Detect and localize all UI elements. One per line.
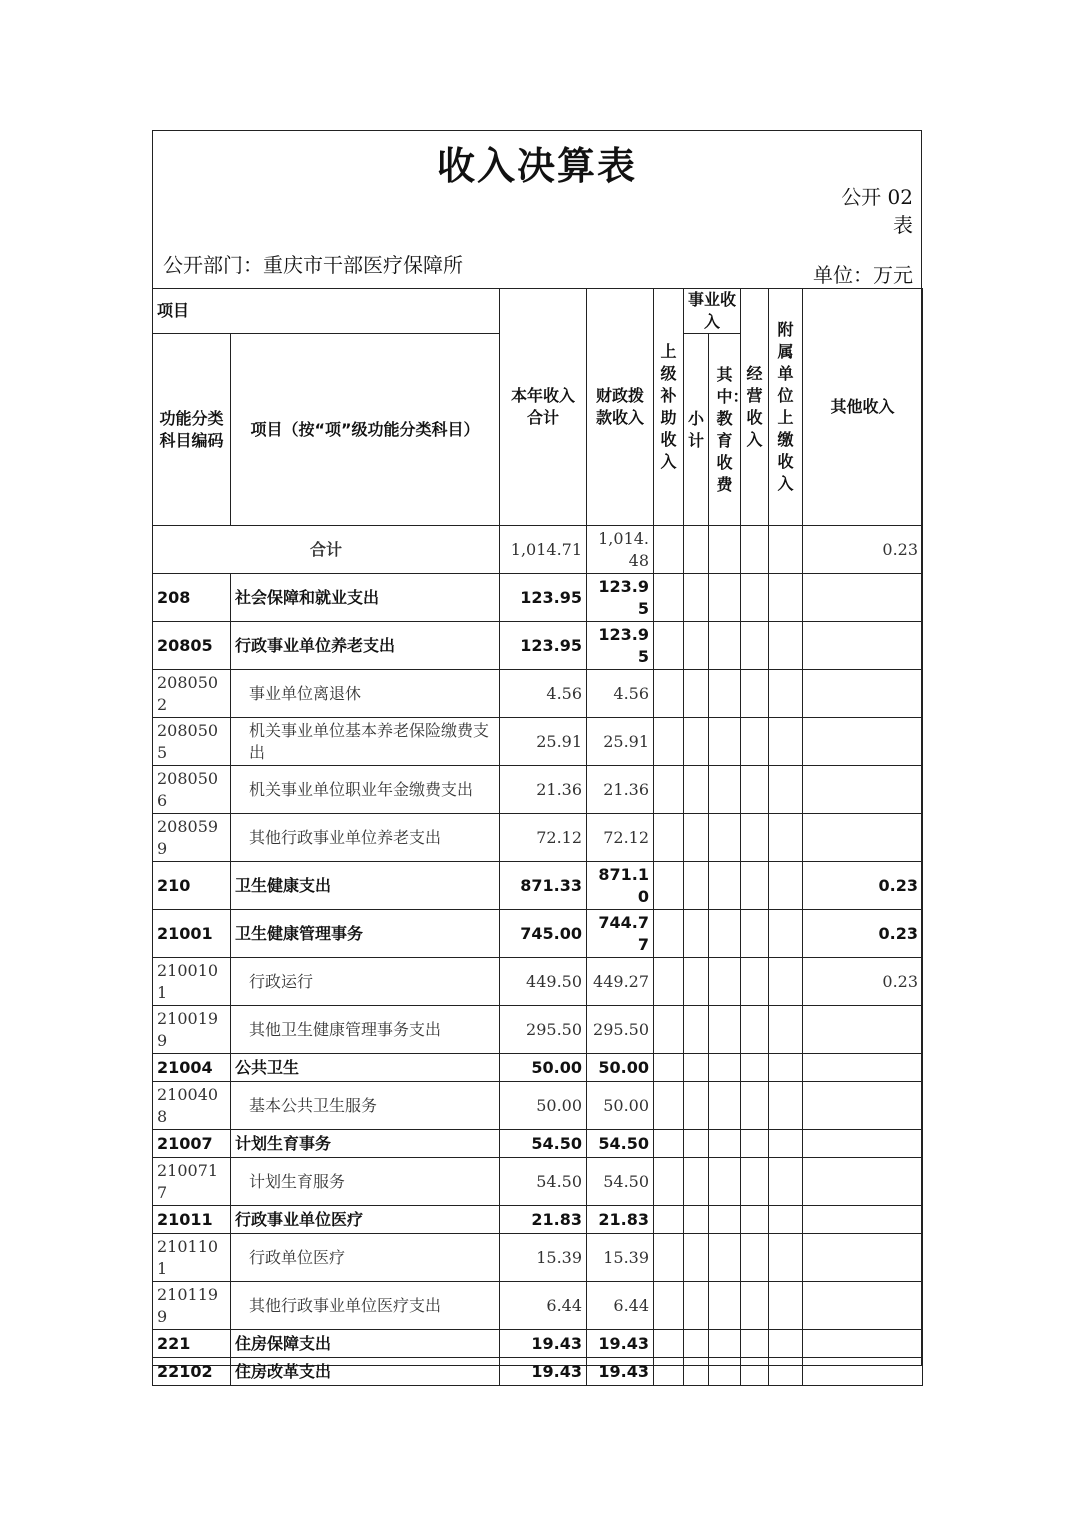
empty-cell [684, 1330, 709, 1358]
table-row [153, 718, 923, 766]
empty-cell [684, 574, 709, 622]
empty-cell [684, 1130, 709, 1158]
table-row [153, 814, 923, 862]
empty-cell [654, 718, 684, 766]
row-name: 其他行政事业单位养老支出 [231, 814, 500, 862]
row-total: 295.50 [500, 1006, 587, 1054]
empty-cell [741, 1282, 769, 1330]
empty-cell [741, 670, 769, 718]
empty-cell [741, 1358, 769, 1386]
empty-cell [654, 862, 684, 910]
empty-cell [769, 910, 803, 958]
header-other: 其他收入 [803, 289, 923, 526]
row-fiscal: 871.10 [587, 862, 654, 910]
header-business-income: 事业收入 [684, 289, 741, 334]
row-name: 公共卫生 [231, 1054, 500, 1082]
row-other [803, 1082, 923, 1130]
total-fiscal: 1,014.48 [587, 526, 654, 574]
row-other [803, 1358, 923, 1386]
empty-cell [741, 862, 769, 910]
income-table [152, 288, 923, 1386]
row-total: 123.95 [500, 622, 587, 670]
row-code: 221 [153, 1330, 231, 1358]
empty-cell [709, 958, 741, 1006]
empty-cell [709, 1282, 741, 1330]
form-number: 公开 02 表 [841, 185, 913, 237]
row-total: 50.00 [500, 1054, 587, 1082]
row-fiscal: 6.44 [587, 1282, 654, 1330]
empty-cell [684, 1358, 709, 1386]
row-fiscal: 21.83 [587, 1206, 654, 1234]
row-total: 745.00 [500, 910, 587, 958]
empty-cell [684, 862, 709, 910]
row-fiscal: 50.00 [587, 1054, 654, 1082]
empty-cell [709, 1234, 741, 1282]
empty-cell [654, 1082, 684, 1130]
page-title: 收入决算表 [436, 144, 637, 188]
empty-cell [684, 718, 709, 766]
row-name: 行政运行 [231, 958, 500, 1006]
table-row [153, 1358, 923, 1386]
row-name: 机关事业单位职业年金缴费支出 [231, 766, 500, 814]
row-code: 22102 [153, 1358, 231, 1386]
row-other [803, 1006, 923, 1054]
row-other [803, 766, 923, 814]
empty-cell [709, 1130, 741, 1158]
empty-cell [741, 1330, 769, 1358]
empty-cell [741, 1082, 769, 1130]
empty-cell [741, 1054, 769, 1082]
header-code: 功能分类科目编码 [153, 334, 231, 526]
row-fiscal: 4.56 [587, 670, 654, 718]
empty-cell [709, 1158, 741, 1206]
table-row [153, 574, 923, 622]
row-fiscal: 54.50 [587, 1158, 654, 1206]
row-fiscal: 21.36 [587, 766, 654, 814]
report-sheet [152, 130, 922, 1381]
empty-cell [654, 1206, 684, 1234]
empty-cell [654, 766, 684, 814]
empty-cell [684, 1082, 709, 1130]
table-row [153, 958, 923, 1006]
row-fiscal: 72.12 [587, 814, 654, 862]
row-name: 卫生健康管理事务 [231, 910, 500, 958]
empty-cell [709, 1006, 741, 1054]
row-other [803, 1158, 923, 1206]
row-other [803, 1282, 923, 1330]
empty-cell [709, 622, 741, 670]
empty-cell [654, 1330, 684, 1358]
row-fiscal: 15.39 [587, 1234, 654, 1282]
row-name: 行政事业单位医疗 [231, 1206, 500, 1234]
empty-cell [741, 1006, 769, 1054]
header-fiscal: 财政拨款收入 [587, 289, 654, 526]
row-fiscal: 744.77 [587, 910, 654, 958]
header-upper-subsidy: 上级补助收入 [654, 289, 684, 526]
row-other: 0.23 [803, 910, 923, 958]
empty-cell [741, 910, 769, 958]
empty-cell [741, 1158, 769, 1206]
empty-cell [709, 574, 741, 622]
total-label: 合计 [153, 526, 500, 574]
empty-cell [741, 622, 769, 670]
row-code: 20805 [153, 622, 231, 670]
empty-cell [741, 1234, 769, 1282]
empty-cell [684, 814, 709, 862]
table-row [153, 1282, 923, 1330]
empty-cell [769, 1358, 803, 1386]
empty-cell [709, 670, 741, 718]
row-name: 社会保障和就业支出 [231, 574, 500, 622]
empty-cell [741, 1130, 769, 1158]
row-name: 住房改革支出 [231, 1358, 500, 1386]
row-fiscal: 123.95 [587, 622, 654, 670]
row-name: 其他行政事业单位医疗支出 [231, 1282, 500, 1330]
empty-cell [769, 1330, 803, 1358]
empty-cell [709, 1330, 741, 1358]
row-other [803, 1130, 923, 1158]
row-name: 计划生育事务 [231, 1130, 500, 1158]
row-code: 21001 [153, 910, 231, 958]
empty-cell [684, 910, 709, 958]
row-name: 住房保障支出 [231, 1330, 500, 1358]
table-row [153, 910, 923, 958]
empty-cell [654, 910, 684, 958]
empty-cell [684, 670, 709, 718]
empty-cell [709, 1358, 741, 1386]
row-other [803, 1330, 923, 1358]
row-fiscal: 449.27 [587, 958, 654, 1006]
header-project: 项目 [153, 289, 500, 334]
table-row [153, 1234, 923, 1282]
row-fiscal: 123.95 [587, 574, 654, 622]
empty-cell [709, 1082, 741, 1130]
header-name: 项目（按“项”级功能分类科目） [231, 334, 500, 526]
row-total: 21.36 [500, 766, 587, 814]
row-code: 2080505 [153, 718, 231, 766]
row-name: 计划生育服务 [231, 1158, 500, 1206]
row-other [803, 814, 923, 862]
table-row [153, 766, 923, 814]
table-row [153, 670, 923, 718]
header-total: 本年收入合计 [500, 289, 587, 526]
row-other: 0.23 [803, 958, 923, 1006]
row-other [803, 718, 923, 766]
row-total: 19.43 [500, 1330, 587, 1358]
row-fiscal: 54.50 [587, 1130, 654, 1158]
empty-cell [709, 766, 741, 814]
row-code: 2100199 [153, 1006, 231, 1054]
empty-cell [769, 1082, 803, 1130]
empty-cell [654, 958, 684, 1006]
row-name: 行政单位医疗 [231, 1234, 500, 1282]
empty-cell [709, 814, 741, 862]
row-total: 54.50 [500, 1158, 587, 1206]
empty-cell [654, 1234, 684, 1282]
empty-cell [769, 1234, 803, 1282]
empty-cell [769, 574, 803, 622]
empty-cell [741, 814, 769, 862]
empty-cell [684, 958, 709, 1006]
row-fiscal: 19.43 [587, 1358, 654, 1386]
row-total: 54.50 [500, 1130, 587, 1158]
empty-cell [684, 766, 709, 814]
table-row [153, 1006, 923, 1054]
row-name: 其他卫生健康管理事务支出 [231, 1006, 500, 1054]
empty-cell [684, 1234, 709, 1282]
empty-cell [769, 1206, 803, 1234]
table-row [153, 622, 923, 670]
empty-cell [769, 1130, 803, 1158]
row-code: 210 [153, 862, 231, 910]
empty-cell [741, 718, 769, 766]
row-name: 行政事业单位养老支出 [231, 622, 500, 670]
empty-cell [684, 1206, 709, 1234]
table-row [153, 1054, 923, 1082]
row-total: 72.12 [500, 814, 587, 862]
empty-cell [741, 574, 769, 622]
row-name: 基本公共卫生服务 [231, 1082, 500, 1130]
row-total: 21.83 [500, 1206, 587, 1234]
header-affiliated: 附属单位上缴收入 [769, 289, 803, 526]
empty-cell [654, 1054, 684, 1082]
row-name: 事业单位离退休 [231, 670, 500, 718]
empty-cell [769, 622, 803, 670]
row-code: 2080599 [153, 814, 231, 862]
row-code: 2101101 [153, 1234, 231, 1282]
row-fiscal: 295.50 [587, 1006, 654, 1054]
empty-cell [654, 670, 684, 718]
row-other [803, 670, 923, 718]
row-other [803, 574, 923, 622]
row-fiscal: 25.91 [587, 718, 654, 766]
row-name: 机关事业单位基本养老保险缴费支出 [231, 718, 500, 766]
empty-cell [769, 670, 803, 718]
row-total: 6.44 [500, 1282, 587, 1330]
row-total: 19.43 [500, 1358, 587, 1386]
empty-cell [741, 1206, 769, 1234]
empty-cell [654, 1006, 684, 1054]
header-subtotal: 小计 [684, 334, 709, 526]
empty-cell [769, 1282, 803, 1330]
row-code: 2100408 [153, 1082, 231, 1130]
row-name: 卫生健康支出 [231, 862, 500, 910]
row-fiscal: 19.43 [587, 1330, 654, 1358]
row-total: 25.91 [500, 718, 587, 766]
header-edu-fee: 其中：教育收费 [709, 334, 741, 526]
row-code: 2080506 [153, 766, 231, 814]
empty-cell [684, 1054, 709, 1082]
row-total: 15.39 [500, 1234, 587, 1282]
empty-cell [684, 1158, 709, 1206]
total-amount: 1,014.71 [500, 526, 587, 574]
empty-cell [741, 766, 769, 814]
row-other [803, 1054, 923, 1082]
total-other: 0.23 [803, 526, 923, 574]
row-code: 21011 [153, 1206, 231, 1234]
row-total: 449.50 [500, 958, 587, 1006]
row-other [803, 1234, 923, 1282]
table-row [153, 1130, 923, 1158]
row-total: 871.33 [500, 862, 587, 910]
empty-cell [684, 1282, 709, 1330]
empty-cell [769, 1158, 803, 1206]
department-label: 公开部门：重庆市干部医疗保障所 [163, 253, 463, 277]
total-row [153, 526, 923, 574]
empty-cell [654, 1158, 684, 1206]
empty-cell [709, 1206, 741, 1234]
empty-cell [654, 574, 684, 622]
empty-cell [709, 718, 741, 766]
empty-cell [654, 1130, 684, 1158]
row-code: 2100717 [153, 1158, 231, 1206]
empty-cell [769, 814, 803, 862]
row-other [803, 1206, 923, 1234]
row-total: 123.95 [500, 574, 587, 622]
empty-cell [769, 1006, 803, 1054]
table-row [153, 862, 923, 910]
table-row [153, 1330, 923, 1358]
row-code: 2100101 [153, 958, 231, 1006]
unit-label: 单位：万元 [813, 263, 913, 287]
empty-cell [654, 1358, 684, 1386]
empty-cell [769, 766, 803, 814]
row-code: 21004 [153, 1054, 231, 1082]
empty-cell [769, 862, 803, 910]
empty-cell [654, 814, 684, 862]
row-code: 2101199 [153, 1282, 231, 1330]
row-code: 21007 [153, 1130, 231, 1158]
empty-cell [769, 1054, 803, 1082]
row-fiscal: 50.00 [587, 1082, 654, 1130]
row-other [803, 622, 923, 670]
empty-cell [684, 1006, 709, 1054]
header-operating: 经营收入 [741, 289, 769, 526]
empty-cell [769, 958, 803, 1006]
empty-cell [709, 1054, 741, 1082]
empty-cell [769, 718, 803, 766]
empty-cell [684, 622, 709, 670]
table-row [153, 1082, 923, 1130]
empty-cell [654, 1282, 684, 1330]
row-total: 50.00 [500, 1082, 587, 1130]
empty-cell [654, 622, 684, 670]
empty-cell [709, 862, 741, 910]
empty-cell [741, 958, 769, 1006]
table-row [153, 1158, 923, 1206]
table-row [153, 1206, 923, 1234]
row-other: 0.23 [803, 862, 923, 910]
row-total: 4.56 [500, 670, 587, 718]
row-code: 208 [153, 574, 231, 622]
row-code: 2080502 [153, 670, 231, 718]
empty-cell [709, 910, 741, 958]
